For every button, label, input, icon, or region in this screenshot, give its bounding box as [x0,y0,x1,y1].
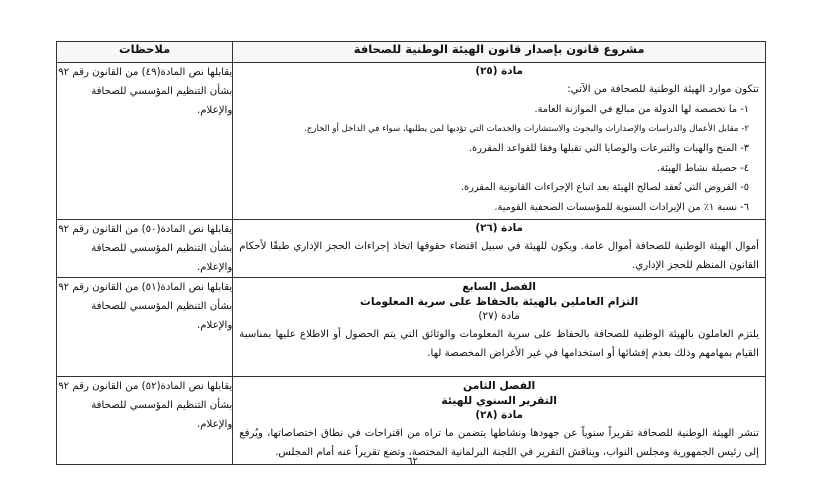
article-cell [233,377,766,465]
note-cell: يقابلها نص المادة(٥١) من القانون رقم ٩٢ بشأن التنظيم المؤسسي للصحافة والإعلام. [57,278,233,377]
article-cell [233,220,766,278]
article-number: مادة (٢٥) [475,65,523,77]
resources-list [239,100,759,217]
list-item: ١- ما تخصصه لها الدولة من مبالغ في الموازنة العامة. [534,104,749,115]
article-text: يلتزم العاملون بالهيئة الوطنية للصحافة بالحفاظ على سرية المعلومات والوثائق التي يتم الحصول أو الاطلاع عليها بمناسبة القيام بمهامهم وذلك بعدم إفشائها أو استخدامها في غير الأغراض المخصصة لها. [239,329,759,359]
article-text: تنشر الهيئة الوطنية للصحافة تقريراً سنوياً عن جهودها ونشاطها يتضمن ما تراه من اقتراحات في نطاق اختصاصاتها، ويُرفع إلى رئيس الجمهورية ومجلس النواب، ويناقش التقرير في اللجنة البرلمانية المختصة، وتضع تقريراً عنه أمام المجلس. [239,428,759,458]
note-cell: يقابلها نص المادة(٥٠) من القانون رقم ٩٢ بشأن التنظيم المؤسسي للصحافة والإعلام. [57,220,233,278]
chapter-title: التقرير السنوي للهيئة [441,394,557,407]
article-number: مادة (٢٧) [478,310,520,322]
chapter-title: التزام العاملين بالهيئة بالحفاظ على سرية المعلومات [359,295,639,308]
main-column-header: مشروع قانون بإصدار قانون الهيئة الوطنية للصحافة [233,42,766,63]
article-number: مادة (٢٦) [475,222,523,234]
comparison-table [56,41,766,465]
table-row [57,278,766,377]
article-text: أموال الهيئة الوطنية للصحافة أموال عامة. ويكون للهيئة في سبيل اقتضاء حقوقها اتخاذ إجراءات الحجز الإداري طبقًا لأحكام القانون المنظم للحجز الإداري. [239,241,759,271]
list-item: ٦- نسبة ١٪ من الإيرادات السنوية للمؤسسات الصحفية القومية. [494,201,749,213]
article-cell [233,63,766,220]
page-number: ٦٢ [407,456,418,467]
notes-column-header: ملاحظات [57,42,233,63]
article-number: مادة (٢٨) [475,409,523,421]
article-intro: تتكون موارد الهيئة الوطنية للصحافة من الآتي: [567,84,759,95]
note-cell: يقابلها نص المادة(٥٢) من القانون رقم ٩٢ بشأن التنظيم المؤسسي للصحافة والإعلام. [57,377,233,465]
list-item: ٥- القروض التي تُعقد لصالح الهيئة بعد اتباع الإجراءات القانونية المقررة. [460,182,749,193]
table-row [57,220,766,278]
list-item: ٢- مقابل الأعمال والدراسات والإصدارات والبحوث والاستشارات والخدمات التي تؤديها لمن يطلبها، سواء في الداخل أو الخارج. [304,123,749,134]
table-row [57,63,766,220]
table-row [57,377,766,465]
chapter-heading: الفصل السابع [462,280,537,293]
list-item: ٣- المنح والهبات والتبرعات والوصايا التي تقبلها وفقا للقواعد المقررة. [468,143,749,154]
chapter-heading: الفصل الثامن [463,379,536,392]
article-cell [233,278,766,377]
note-cell: يقابلها نص المادة(٤٩) من القانون رقم ٩٢ بشأن التنظيم المؤسسي للصحافة والإعلام. [57,63,233,220]
list-item: ٤- حصيلة نشاط الهيئة. [656,162,749,174]
table-header-row [57,42,766,63]
